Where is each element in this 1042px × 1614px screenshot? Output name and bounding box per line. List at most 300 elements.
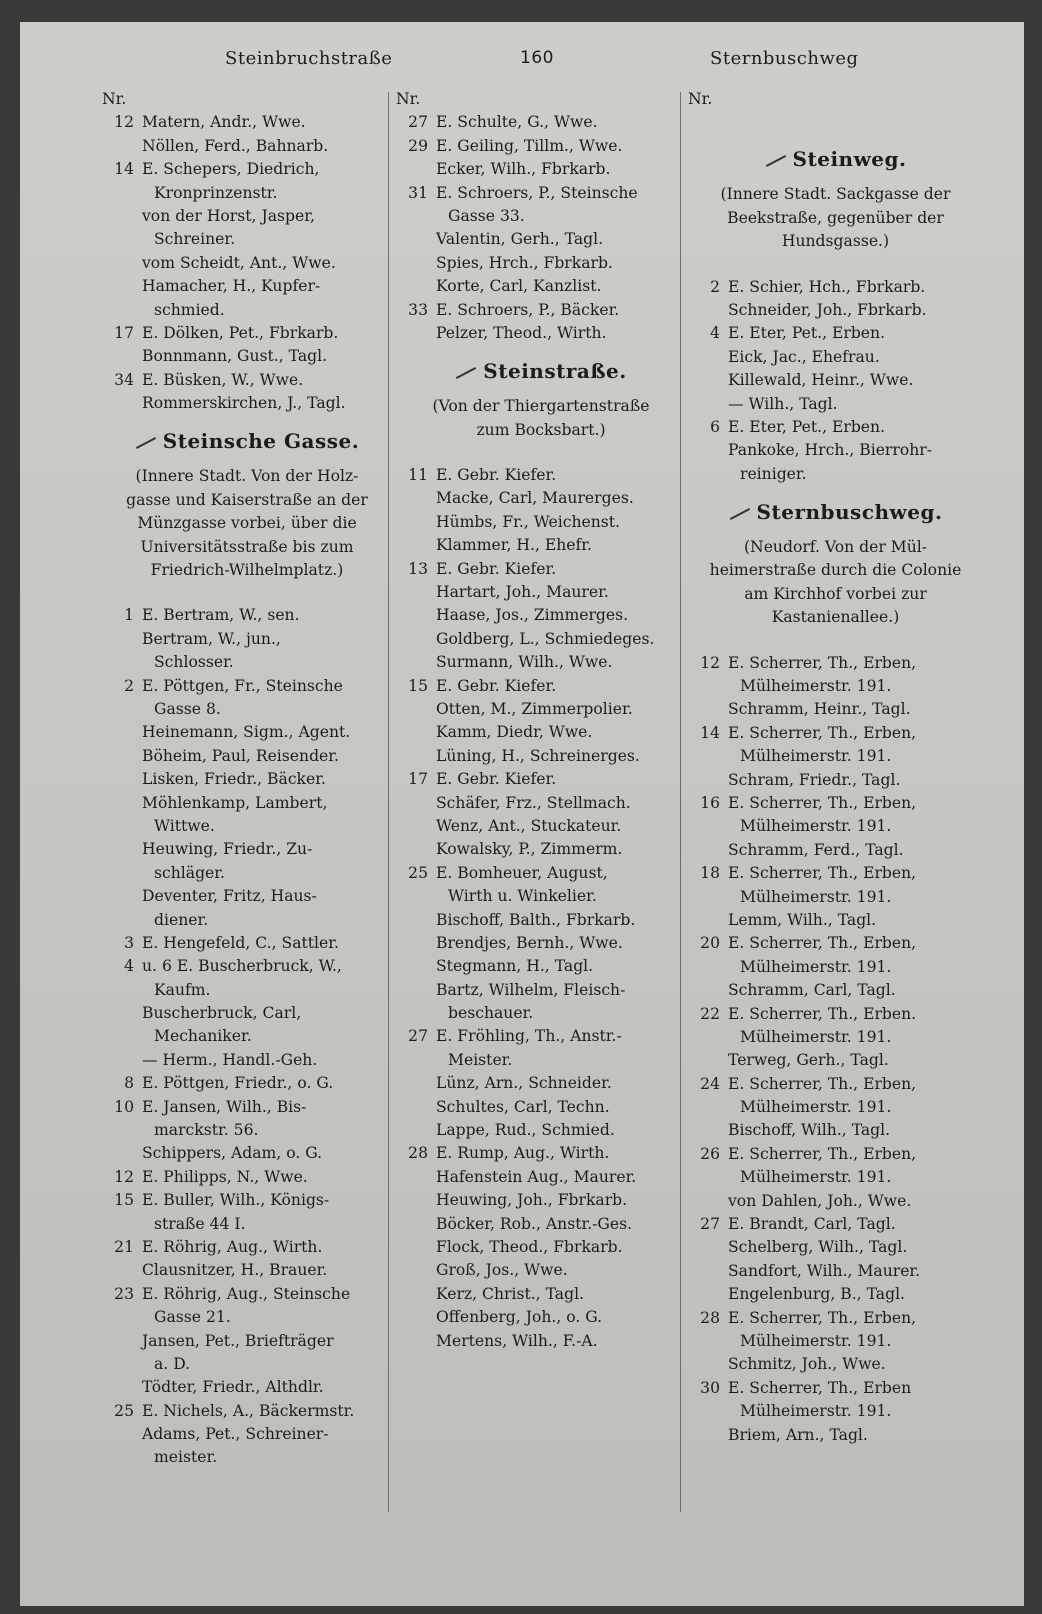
house-number: 27: [700, 1215, 720, 1234]
house-number: 20: [700, 934, 720, 953]
house-number: 8: [124, 1074, 134, 1093]
resident-text: Offenberg, Joh., o. G.: [436, 1308, 603, 1327]
resident-text: Matern, Andr., Wwe.: [142, 113, 306, 132]
house-number: 15: [408, 676, 428, 695]
resident-text: E. Schulte, G., Wwe.: [436, 113, 598, 132]
resident-text: Stegmann, H., Tagl.: [436, 957, 594, 976]
resident-text: Schramm, Ferd., Tagl.: [728, 840, 904, 859]
directory-entry: [688, 909, 983, 932]
house-number: [102, 628, 142, 651]
entry-continuation: Mülheimerstr. 191.: [740, 817, 892, 836]
house-number: [688, 909, 728, 932]
house-number: 28: [700, 1308, 720, 1327]
directory-entry: [396, 1236, 686, 1259]
street-description: heimerstraße durch die Colonie: [709, 561, 962, 580]
directory-entry: [102, 955, 392, 978]
resident-text: Flock, Theod., Fbrkarb.: [436, 1237, 623, 1256]
house-number: [396, 1259, 436, 1282]
resident-text: Bonnmann, Gust., Tagl.: [142, 347, 328, 366]
house-number: [102, 1259, 142, 1282]
house-number: 26: [700, 1144, 720, 1163]
resident-text: E. Schepers, Diedrich,: [142, 160, 320, 179]
directory-entry: [396, 628, 686, 651]
directory-entry: [688, 1049, 983, 1072]
house-number: [688, 979, 728, 1002]
house-number: 30: [700, 1378, 720, 1397]
resident-text: E. Eter, Pet., Erben.: [728, 324, 886, 343]
house-number: [688, 393, 728, 416]
spacer: [688, 111, 983, 133]
directory-entry: [102, 1423, 392, 1446]
entry-continuation: Gasse 8.: [154, 699, 221, 718]
house-number: [688, 769, 728, 792]
resident-text: Lappe, Rud., Schmied.: [436, 1121, 615, 1140]
street-description: Kastanienallee.): [771, 608, 900, 627]
directory-entry: [688, 439, 983, 462]
directory-page: [20, 22, 1024, 1606]
resident-text: Surmann, Wilh., Wwe.: [436, 653, 613, 672]
directory-entry: [102, 275, 392, 298]
directory-entry: [396, 838, 686, 861]
entry-continuation: Meister.: [448, 1050, 513, 1069]
house-number: [396, 721, 436, 744]
resident-text: Macke, Carl, Maurerges.: [436, 489, 634, 508]
resident-text: E. Fröhling, Th., Anstr.-: [436, 1027, 622, 1046]
directory-entry: [396, 228, 686, 251]
directory-entry: [688, 393, 983, 416]
directory-entry: [102, 1096, 392, 1119]
house-number: [396, 1166, 436, 1189]
directory-entry: [688, 1260, 983, 1283]
directory-entry: [396, 158, 686, 181]
running-head-right: Sternbuschweg: [710, 48, 859, 69]
resident-text: E. Pöttgen, Friedr., o. G.: [142, 1074, 334, 1093]
resident-text: Terweg, Gerh., Tagl.: [728, 1051, 889, 1070]
resident-text: Nöllen, Ferd., Bahnarb.: [142, 136, 329, 155]
resident-text: Clausnitzer, H., Brauer.: [142, 1261, 328, 1280]
resident-text: Tödter, Friedr., Althdlr.: [142, 1378, 324, 1397]
directory-entry: [396, 698, 686, 721]
house-number: [396, 792, 436, 815]
directory-entry: [396, 135, 686, 158]
directory-entry: [688, 1307, 983, 1330]
directory-entry: [396, 768, 686, 791]
resident-text: Hümbs, Fr., Weichenst.: [436, 512, 621, 531]
directory-entry: [102, 792, 392, 815]
house-number: [396, 275, 436, 298]
house-number: 16: [700, 793, 720, 812]
resident-text: Bartz, Wilhelm, Fleisch-: [436, 980, 626, 999]
house-number: [396, 1119, 436, 1142]
house-number: [396, 252, 436, 275]
resident-text: Schramm, Carl, Tagl.: [728, 981, 896, 1000]
house-number: 34: [114, 370, 134, 389]
street-description: zum Bocksbart.): [476, 420, 606, 439]
directory-entry: [688, 932, 983, 955]
house-number: [396, 838, 436, 861]
house-number: [396, 1213, 436, 1236]
resident-text: E. Schier, Hch., Fbrkarb.: [728, 277, 926, 296]
resident-text: Pankoke, Hrch., Bierrohr-: [728, 441, 932, 460]
pointer-mark-icon: [136, 437, 156, 449]
directory-entry: [396, 1283, 686, 1306]
resident-text: Hafenstein Aug., Maurer.: [436, 1167, 637, 1186]
resident-text: Briem, Arn., Tagl.: [728, 1425, 868, 1444]
entry-continuation: Mechaniker.: [154, 1027, 252, 1046]
entry-continuation: Kaufm.: [154, 980, 211, 999]
entry-continuation: diener.: [154, 910, 209, 929]
street-description: (Von der Thiergartenstraße: [432, 397, 650, 416]
directory-entry: [102, 205, 392, 228]
resident-text: E. Brandt, Carl, Tagl.: [728, 1215, 896, 1234]
resident-text: Goldberg, L., Schmiedeges.: [436, 629, 655, 648]
entry-continuation: Schreiner.: [154, 230, 236, 249]
directory-entry: [688, 722, 983, 745]
house-number: [688, 369, 728, 392]
column-1: [102, 88, 392, 1470]
resident-text: E. Eter, Pet., Erben.: [728, 417, 886, 436]
resident-text: E. Scherrer, Th., Erben.: [728, 1004, 917, 1023]
resident-text: E. Scherrer, Th., Erben,: [728, 723, 917, 742]
house-number: [396, 158, 436, 181]
entry-continuation: meister.: [154, 1448, 218, 1467]
directory-entry: [396, 1025, 686, 1048]
directory-entry: [688, 276, 983, 299]
house-number: [688, 1119, 728, 1142]
directory-entry: [102, 111, 392, 134]
resident-text: E. Scherrer, Th., Erben,: [728, 1074, 917, 1093]
directory-entry: [688, 1213, 983, 1236]
resident-text: Kamm, Diedr, Wwe.: [436, 723, 593, 742]
house-number: 12: [114, 1167, 134, 1186]
resident-text: E. Gebr. Kiefer.: [436, 770, 557, 789]
directory-entry: [688, 792, 983, 815]
street-description: Universitätsstraße bis zum: [140, 537, 354, 556]
directory-entry: [396, 1189, 686, 1212]
resident-text: E. Scherrer, Th., Erben,: [728, 793, 917, 812]
resident-text: Schram, Friedr., Tagl.: [728, 770, 901, 789]
house-number: [396, 955, 436, 978]
resident-text: E. Dölken, Pet., Fbrkarb.: [142, 323, 339, 342]
house-number: 10: [114, 1097, 134, 1116]
resident-text: Engelenburg, B., Tagl.: [728, 1285, 906, 1304]
resident-text: Schippers, Adam, o. G.: [142, 1144, 323, 1163]
directory-entry: [102, 322, 392, 345]
resident-text: E. Rump, Aug., Wirth.: [436, 1144, 610, 1163]
resident-text: E. Scherrer, Th., Erben,: [728, 653, 917, 672]
resident-text: Hartart, Joh., Maurer.: [436, 583, 609, 602]
resident-text: vom Scheidt, Ant., Wwe.: [142, 253, 336, 272]
street-description: Beekstraße, gegenüber der: [727, 208, 944, 227]
directory-entry: [396, 1142, 686, 1165]
directory-entry: [102, 1166, 392, 1189]
directory-entry: [396, 675, 686, 698]
resident-text: — Wilh., Tagl.: [728, 394, 838, 413]
house-number: [102, 205, 142, 228]
house-number: [396, 1096, 436, 1119]
directory-entry: [102, 1259, 392, 1282]
directory-entry: [102, 1072, 392, 1095]
directory-entry: [396, 955, 686, 978]
directory-entry: [688, 979, 983, 1002]
resident-text: E. Scherrer, Th., Erben,: [728, 1144, 917, 1163]
running-head-left: Steinbruchstraße: [225, 48, 393, 69]
directory-entry: [396, 487, 686, 510]
entry-continuation: Mülheimerstr. 191.: [740, 1331, 892, 1350]
house-number: [102, 745, 142, 768]
directory-entry: [396, 1259, 686, 1282]
resident-text: E. Schroers, P., Bäcker.: [436, 300, 620, 319]
directory-entry: [396, 464, 686, 487]
house-number: [396, 1236, 436, 1259]
resident-text: Lüning, H., Schreinerges.: [436, 746, 640, 765]
directory-entry: [102, 345, 392, 368]
house-number: [102, 275, 142, 298]
house-number: 1: [124, 606, 134, 625]
directory-entry: [396, 815, 686, 838]
resident-text: Jansen, Pet., Briefträger: [142, 1331, 334, 1350]
house-number: 3: [124, 933, 134, 952]
resident-text: Lünz, Arn., Schneider.: [436, 1074, 612, 1093]
house-number: 21: [114, 1237, 134, 1256]
house-number: [688, 299, 728, 322]
house-number: [688, 1424, 728, 1447]
house-number: [688, 1049, 728, 1072]
resident-text: E. Geiling, Tillm., Wwe.: [436, 136, 623, 155]
house-number: 23: [114, 1284, 134, 1303]
house-number: [396, 228, 436, 251]
resident-text: Haase, Jos., Zimmerges.: [436, 606, 629, 625]
resident-text: Schmitz, Joh., Wwe.: [728, 1355, 886, 1374]
house-number: 2: [124, 676, 134, 695]
house-number: 17: [114, 323, 134, 342]
house-number: 12: [700, 653, 720, 672]
resident-text: Kerz, Christ., Tagl.: [436, 1284, 585, 1303]
directory-entry: [102, 1283, 392, 1306]
resident-text: Schultes, Carl, Techn.: [436, 1097, 610, 1116]
directory-entry: [396, 1213, 686, 1236]
house-number: 31: [408, 183, 428, 202]
house-number: 15: [114, 1191, 134, 1210]
house-number: [396, 909, 436, 932]
house-number: 17: [408, 770, 428, 789]
directory-entry: [102, 885, 392, 908]
spacer: [102, 582, 392, 604]
directory-entry: [396, 745, 686, 768]
house-number: [102, 1049, 142, 1072]
directory-entry: [688, 1003, 983, 1026]
column-nr-label: Nr.: [396, 90, 421, 108]
resident-text: Möhlenkamp, Lambert,: [142, 793, 328, 812]
directory-entry: [396, 604, 686, 627]
resident-text: Schäfer, Frz., Stellmach.: [436, 793, 631, 812]
street-description: (Innere Stadt. Sackgasse der: [720, 185, 951, 204]
resident-text: E. Röhrig, Aug., Wirth.: [142, 1237, 323, 1256]
directory-entry: [688, 322, 983, 345]
resident-text: Schramm, Heinr., Tagl.: [728, 700, 911, 719]
resident-text: E. Buller, Wilh., Königs-: [142, 1191, 330, 1210]
entry-continuation: Mülheimerstr. 191.: [740, 957, 892, 976]
house-number: [688, 1260, 728, 1283]
resident-text: E. Scherrer, Th., Erben: [728, 1378, 912, 1397]
street-heading: [102, 427, 392, 455]
entry-continuation: reiniger.: [740, 464, 807, 483]
house-number: [396, 511, 436, 534]
resident-text: von Dahlen, Joh., Wwe.: [728, 1191, 912, 1210]
resident-text: E. Pöttgen, Fr., Steinsche: [142, 676, 343, 695]
directory-entry: [102, 604, 392, 627]
house-number: [102, 1376, 142, 1399]
house-number: [396, 932, 436, 955]
house-number: [102, 721, 142, 744]
directory-entry: [102, 252, 392, 275]
resident-text: Mertens, Wilh., F.-A.: [436, 1331, 598, 1350]
street-description: Münzgasse vorbei, über die: [137, 514, 357, 533]
house-number: [396, 534, 436, 557]
directory-entry: [396, 721, 686, 744]
street-description: gasse und Kaiserstraße an der: [126, 490, 368, 509]
resident-text: E. Jansen, Wilh., Bis-: [142, 1097, 307, 1116]
directory-entry: [688, 1424, 983, 1447]
house-number: 25: [114, 1401, 134, 1420]
directory-entry: [102, 675, 392, 698]
resident-text: Ecker, Wilh., Fbrkarb.: [436, 160, 611, 179]
column-nr-label: Nr.: [688, 90, 713, 108]
house-number: [396, 322, 436, 345]
resident-text: Otten, M., Zimmerpolier.: [436, 699, 633, 718]
entry-continuation: Wirth u. Winkelier.: [448, 887, 597, 906]
entry-continuation: Mülheimerstr. 191.: [740, 1098, 892, 1117]
directory-entry: [688, 652, 983, 675]
house-number: [396, 487, 436, 510]
house-number: [688, 1236, 728, 1259]
directory-entry: [396, 1330, 686, 1353]
directory-entry: [102, 392, 392, 415]
directory-entry: [688, 1073, 983, 1096]
directory-entry: [688, 698, 983, 721]
house-number: [102, 885, 142, 908]
resident-text: Valentin, Gerh., Tagl.: [436, 230, 604, 249]
directory-entry: [396, 651, 686, 674]
resident-text: Heuwing, Friedr., Zu-: [142, 840, 313, 859]
resident-text: Schelberg, Wilh., Tagl.: [728, 1238, 908, 1257]
directory-entry: [688, 862, 983, 885]
spacer: [396, 442, 686, 464]
house-number: [688, 1190, 728, 1213]
house-number: 12: [114, 113, 134, 132]
resident-text: E. Gebr. Kiefer.: [436, 466, 557, 485]
resident-text: von der Horst, Jasper,: [142, 206, 315, 225]
directory-entry: [396, 111, 686, 134]
house-number: 11: [408, 466, 428, 485]
directory-entry: [396, 909, 686, 932]
house-number: [688, 698, 728, 721]
directory-entry: [688, 346, 983, 369]
directory-entry: [396, 558, 686, 581]
house-number: [688, 346, 728, 369]
entry-continuation: Mülheimerstr. 191.: [740, 677, 892, 696]
resident-text: Lemm, Wilh., Tagl.: [728, 910, 877, 929]
street-heading-text: Steinsche Gasse.: [162, 429, 360, 454]
directory-entry: [396, 275, 686, 298]
directory-entry: [102, 135, 392, 158]
resident-text: Spies, Hrch., Fbrkarb.: [436, 253, 613, 272]
entry-continuation: beschauer.: [448, 1004, 534, 1023]
directory-entry: [102, 838, 392, 861]
house-number: 27: [408, 113, 428, 132]
house-number: [396, 651, 436, 674]
directory-entry: [396, 792, 686, 815]
directory-entry: [102, 1049, 392, 1072]
directory-entry: [396, 1306, 686, 1329]
directory-entry: [396, 299, 686, 322]
directory-entry: [396, 511, 686, 534]
house-number: [102, 768, 142, 791]
street-description: Hundsgasse.): [781, 232, 890, 251]
directory-entry: [688, 769, 983, 792]
directory-entry: [396, 534, 686, 557]
house-number: [102, 838, 142, 861]
directory-entry: [102, 1376, 392, 1399]
directory-entry: [688, 1283, 983, 1306]
resident-text: E. Röhrig, Aug., Steinsche: [142, 1284, 351, 1303]
page-number: 160: [520, 48, 554, 68]
resident-text: E. Gebr. Kiefer.: [436, 676, 557, 695]
street-heading-text: Steinweg.: [792, 147, 907, 172]
house-number: [396, 815, 436, 838]
directory-entry: [102, 1400, 392, 1423]
directory-entry: [396, 182, 686, 205]
directory-entry: [102, 628, 392, 651]
house-number: 18: [700, 864, 720, 883]
entry-continuation: straße 44 I.: [154, 1214, 246, 1233]
directory-entry: [102, 721, 392, 744]
resident-text: E. Nichels, A., Bäckermstr.: [142, 1401, 355, 1420]
directory-entry: [102, 745, 392, 768]
house-number: 25: [408, 863, 428, 882]
directory-entry: [396, 1096, 686, 1119]
house-number: 13: [408, 559, 428, 578]
house-number: [102, 252, 142, 275]
resident-text: Killewald, Heinr., Wwe.: [728, 371, 914, 390]
house-number: 4: [124, 957, 134, 976]
directory-entry: [396, 1072, 686, 1095]
house-number: [102, 1330, 142, 1353]
house-number: [688, 439, 728, 462]
directory-entry: [396, 862, 686, 885]
entry-continuation: Mülheimerstr. 191.: [740, 1168, 892, 1187]
resident-text: E. Bertram, W., sen.: [142, 606, 300, 625]
entry-continuation: Gasse 33.: [448, 206, 525, 225]
directory-entry: [688, 1119, 983, 1142]
house-number: [396, 1189, 436, 1212]
street-description: (Innere Stadt. Von der Holz-: [135, 467, 359, 486]
resident-text: Brendjes, Bernh., Wwe.: [436, 933, 623, 952]
directory-entry: [102, 1142, 392, 1165]
directory-entry: [688, 369, 983, 392]
resident-text: Groß, Jos., Wwe.: [436, 1261, 568, 1280]
directory-entry: [688, 1190, 983, 1213]
house-number: 2: [710, 277, 720, 296]
street-description: Friedrich-Wilhelmplatz.): [150, 561, 344, 580]
resident-text: E. Scherrer, Th., Erben,: [728, 864, 917, 883]
house-number: 4: [710, 324, 720, 343]
directory-entry: [396, 1166, 686, 1189]
spacer: [688, 254, 983, 276]
directory-entry: [396, 979, 686, 1002]
directory-entry: [688, 1143, 983, 1166]
resident-text: E. Schroers, P., Steinsche: [436, 183, 638, 202]
